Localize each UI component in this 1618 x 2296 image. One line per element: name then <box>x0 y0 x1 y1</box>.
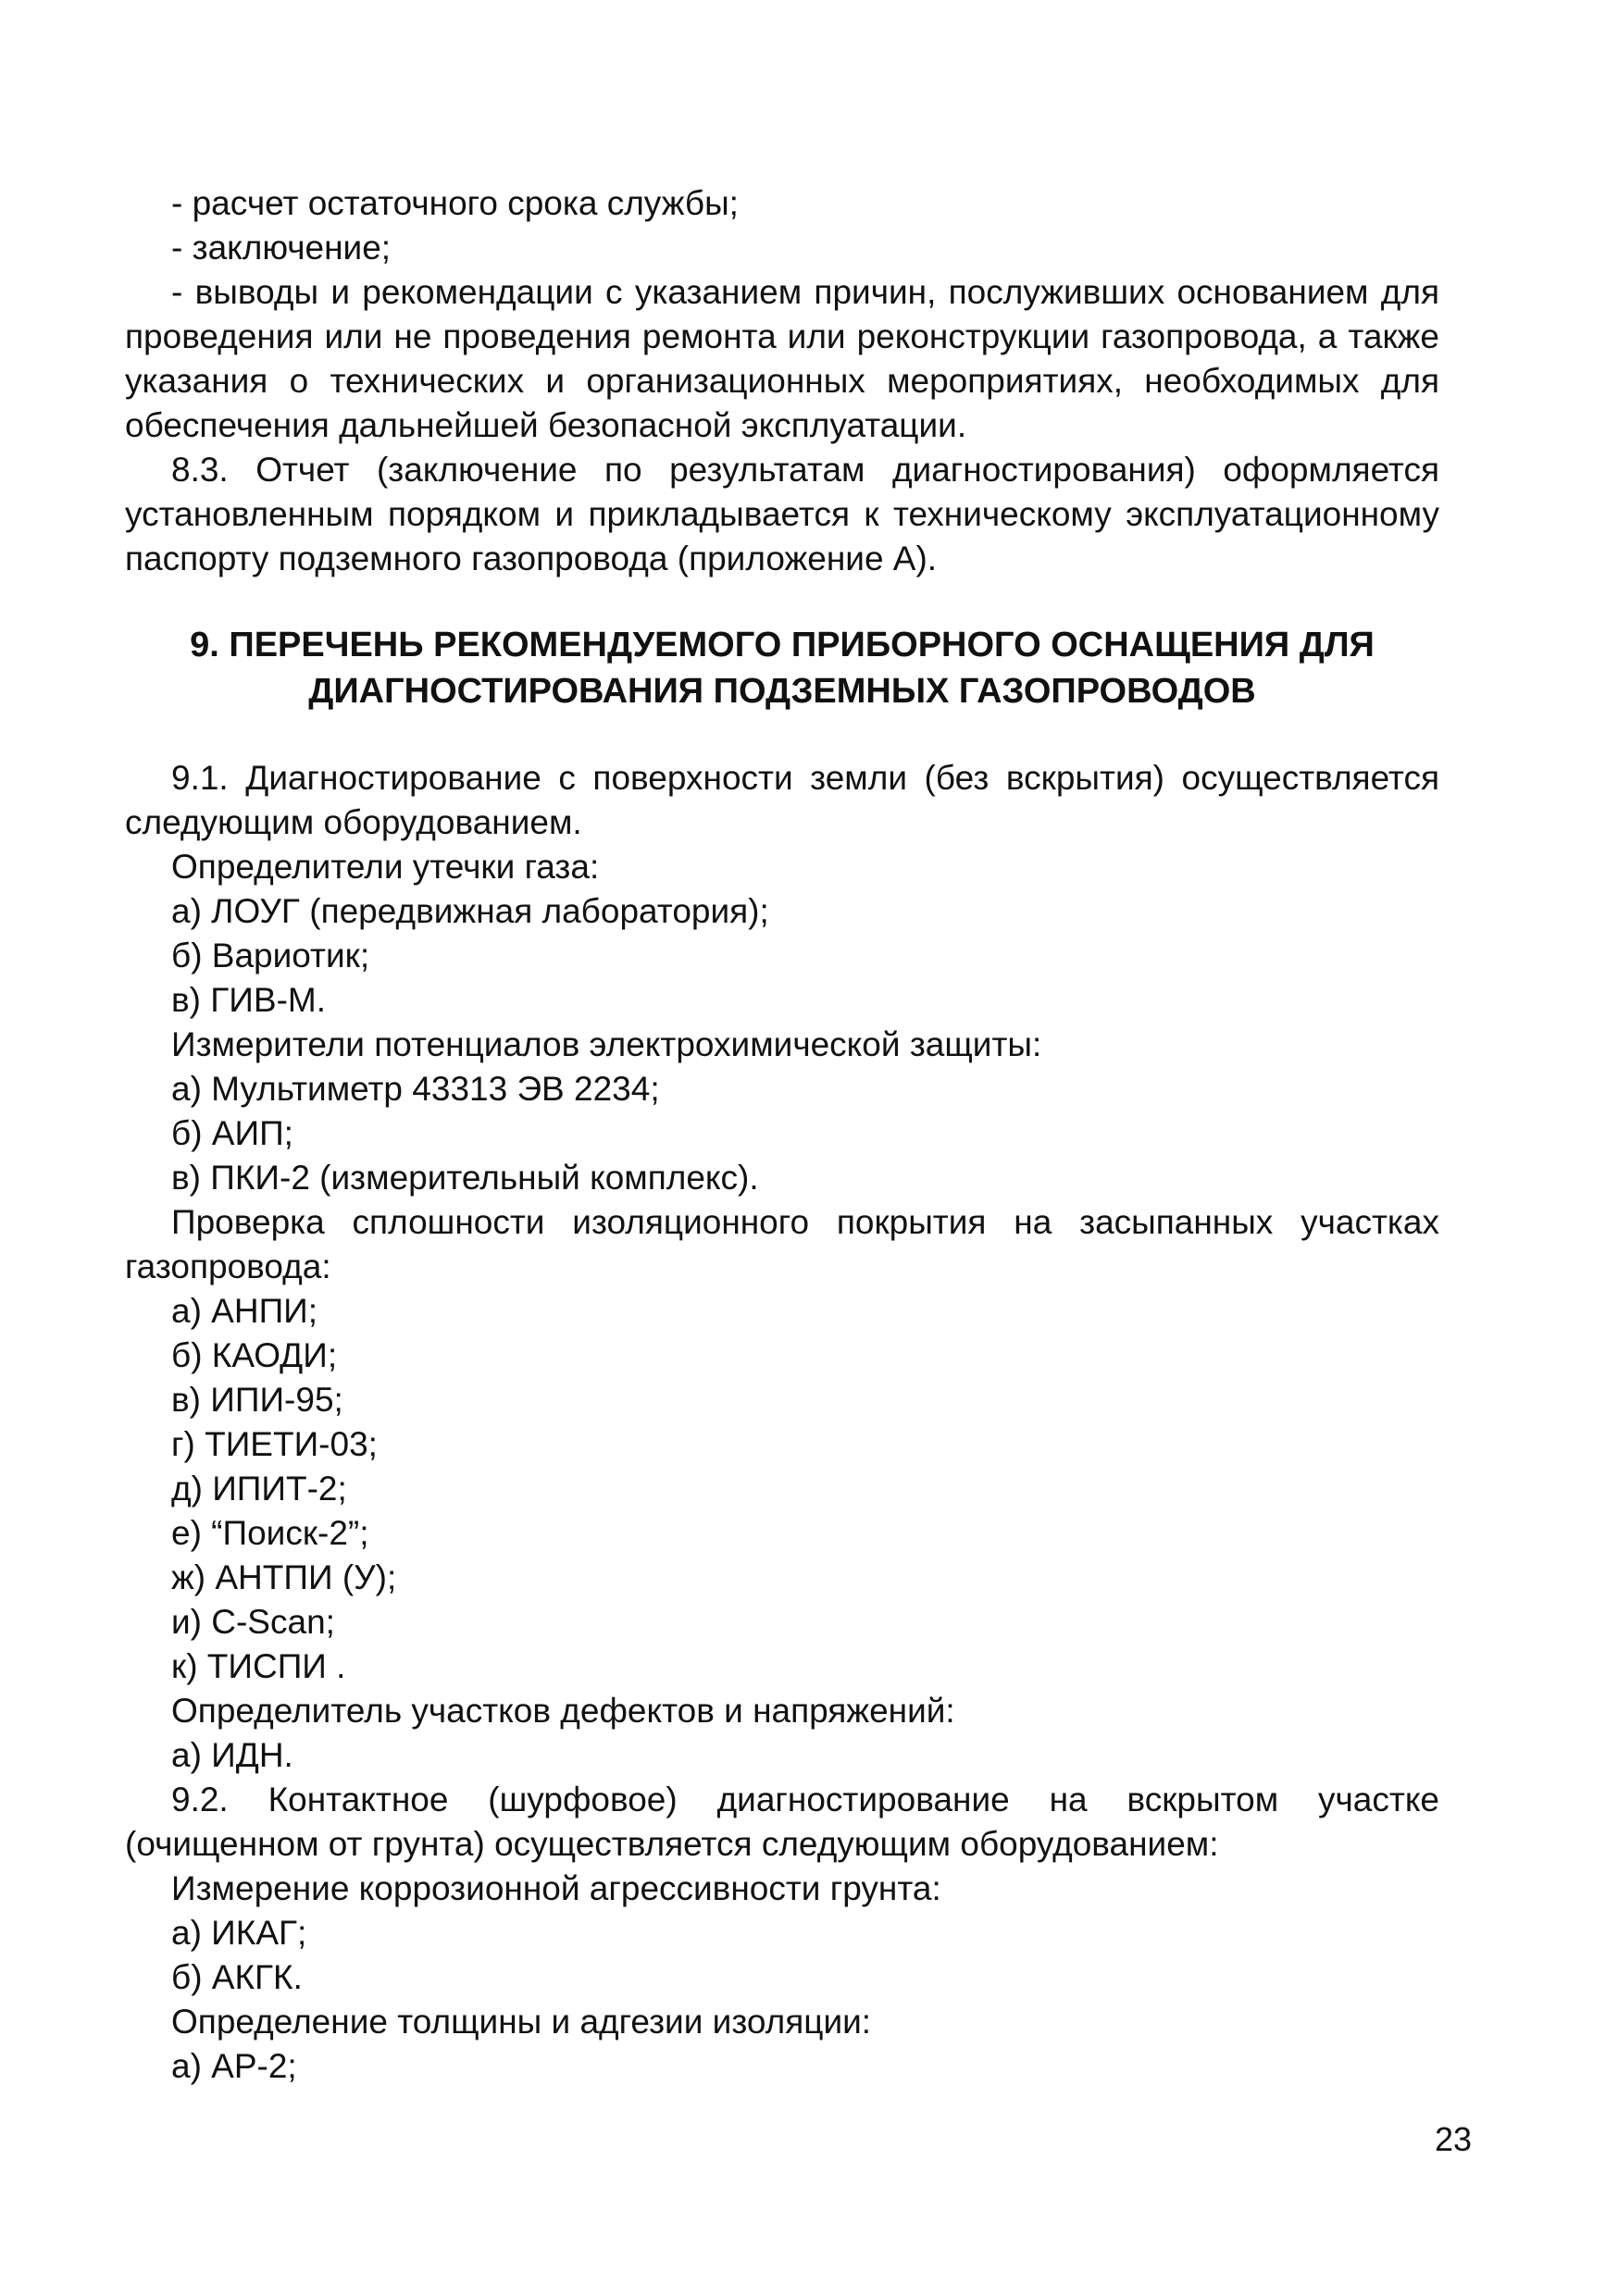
paragraph-9-2: 9.2. Контактное (шурфовое) диагностирование на вскрытом участке (очищенном от грунта) осуществляется следующим оборудованием: <box>125 1781 1439 1863</box>
list-item: б) АИП; <box>171 1114 293 1152</box>
group-title: Определение толщины и адгезии изоляции: <box>171 2003 872 2041</box>
list-item: а) АР-2; <box>171 2047 297 2085</box>
section-heading-line-2: ДИАГНОСТИРОВАНИЯ ПОДЗЕМНЫХ ГАЗОПРОВОДОВ <box>308 672 1256 711</box>
list-item: е) “Поиск-2”; <box>171 1514 369 1552</box>
group-title: Определитель участков дефектов и напряжений: <box>171 1692 955 1730</box>
list-item: д) ИПИТ-2; <box>171 1470 347 1508</box>
list-item: в) ПКИ-2 (измерительный комплекс). <box>171 1159 759 1197</box>
group-title: Измерение коррозионной агрессивности грунта: <box>171 1869 941 1907</box>
list-item: а) ЛОУГ (передвижная лаборатория); <box>171 892 769 930</box>
list-item: в) ИПИ-95; <box>171 1381 343 1419</box>
list-item: б) АКГК. <box>171 1958 303 1996</box>
list-item: - расчет остаточного срока службы; <box>171 184 739 222</box>
list-item: ж) АНТПИ (У); <box>171 1558 397 1596</box>
section-heading-line-1: 9. ПЕРЕЧЕНЬ РЕКОМЕНДУЕМОГО ПРИБОРНОГО ОСНАЩЕНИЯ ДЛЯ <box>190 626 1375 664</box>
group-title: Определители утечки газа: <box>171 848 600 886</box>
list-item: к) ТИСПИ . <box>171 1647 346 1685</box>
group-title: Проверка сплошности изоляционного покрытия на засыпанных участках газопровода: <box>125 1203 1439 1285</box>
list-item: - заключение; <box>171 229 392 267</box>
list-item: б) Вариотик; <box>171 937 370 974</box>
paragraph-8-3: 8.3. Отчет (заключение по результатам диагностирования) оформляется установленным порядком и прикладывается к техническому эксплуатационному паспорту подземного газопровода (приложение А). <box>125 451 1439 577</box>
list-item: и) С-Scan; <box>171 1603 335 1641</box>
list-item: а) ИКАГ; <box>171 1914 307 1952</box>
section-heading <box>125 622 1439 714</box>
list-item: а) Мультиметр 43313 ЭВ 2234; <box>171 1070 660 1108</box>
conclusions-paragraph: - выводы и рекомендации с указанием причин, послуживших основанием для проведения или не проведения ремонта или реконструкции газопровода, а также указания о технических и организационных мероприятиях, необходимых для обеспечения дальнейшей безопасной эксплуатации. <box>125 273 1439 444</box>
group-title: Измерители потенциалов электрохимической защиты: <box>171 1025 1042 1063</box>
paragraph-9-1: 9.1. Диагностирование с поверхности земли (без вскрытия) осуществляется следующим оборудованием. <box>125 759 1439 841</box>
list-item: г) ТИЕТИ-03; <box>171 1425 378 1463</box>
list-item: а) ИДН. <box>171 1736 293 1774</box>
intro-block <box>125 181 1439 581</box>
list-item: б) КАОДИ; <box>171 1336 338 1374</box>
page-number: 23 <box>1434 2120 1472 2158</box>
list-item: в) ГИВ-М. <box>171 981 326 1019</box>
list-item: а) АНПИ; <box>171 1292 318 1330</box>
section-9-body <box>125 756 1439 2089</box>
